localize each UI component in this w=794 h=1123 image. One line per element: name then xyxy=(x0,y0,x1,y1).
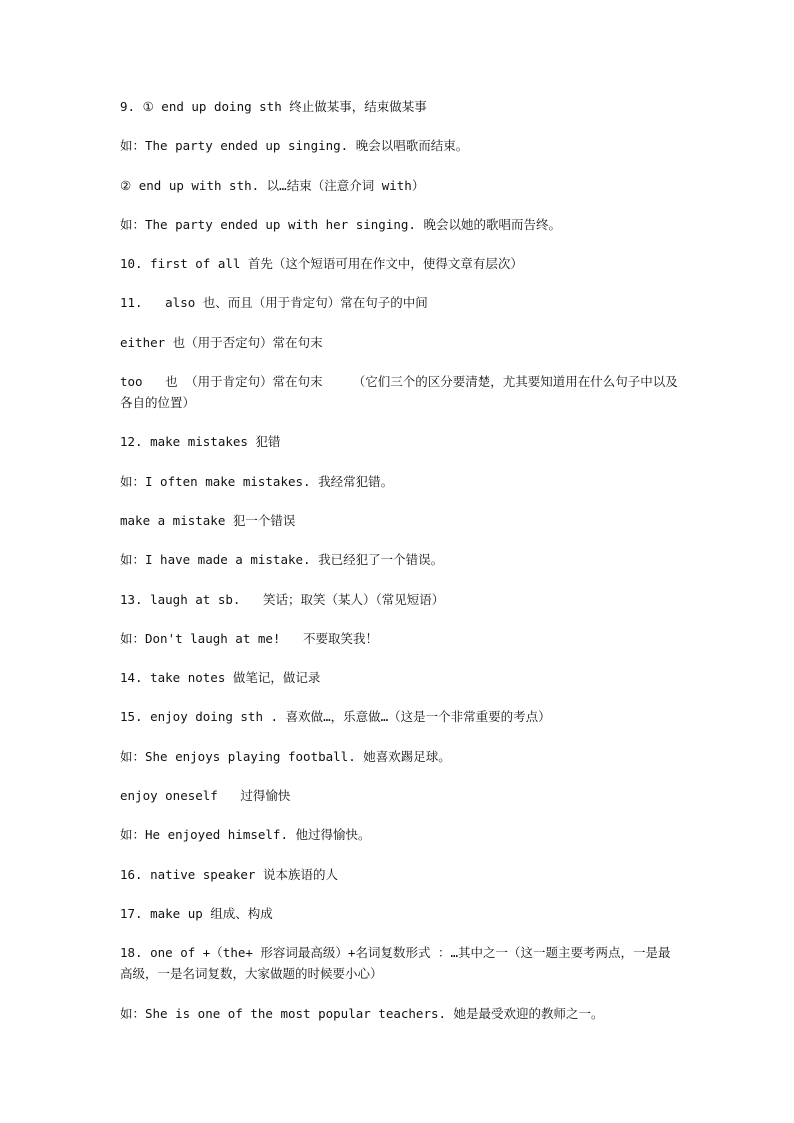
text-line: 18. one of +（the+ 形容词最高级）+名词复数形式 ：…其中之一（这一题主要考两点，一是最高级，一是名词复数，大家做题的时候要小心） xyxy=(120,945,671,982)
text-line: 13. laugh at sb. 笑话；取笑（某人）（常见短语） xyxy=(120,591,445,607)
text-line: 如：She is one of the most popular teachers. 她是最受欢迎的教师之一。 xyxy=(120,1005,604,1021)
text-line: 如：I often make mistakes. 我经常犯错。 xyxy=(120,473,394,489)
text-line: 14. take notes 做笔记，做记录 xyxy=(120,670,321,686)
text-line: 11. also 也、而且（用于肯定句）常在句子的中间 xyxy=(120,295,428,311)
text-line: 12. make mistakes 犯错 xyxy=(120,434,281,450)
text-line: make a mistake 犯一个错误 xyxy=(120,512,296,528)
text-line: 如：She enjoys playing football. 她喜欢踢足球。 xyxy=(120,748,451,764)
text-line: 如：Don't laugh at me! 不要取笑我！ xyxy=(120,630,379,646)
text-line: too 也 （用于肯定句）常在句末 （它们三个的区分要清楚，尤其要知道用在什么句子中以及各自的位置） xyxy=(120,374,678,411)
document-body xyxy=(120,96,680,1042)
text-line: 17. make up 组成、构成 xyxy=(120,905,273,921)
text-line: ② end up with sth. 以…结束（注意介词 with） xyxy=(120,177,425,193)
text-line: 15. enjoy doing sth . 喜欢做…，乐意做…（这是一个非常重要的考点） xyxy=(120,709,551,725)
text-line: either 也（用于否定句）常在句末 xyxy=(120,334,323,350)
text-line: 10. first of all 首先（这个短语可用在作文中，使得文章有层次） xyxy=(120,256,523,272)
text-line: 如：I have made a mistake. 我已经犯了一个错误。 xyxy=(120,552,444,568)
text-line: 16. native speaker 说本族语的人 xyxy=(120,866,338,882)
text-line: 如：The party ended up singing. 晚会以唱歌而结束。 xyxy=(120,138,469,154)
text-line: 9. ① end up doing sth 终止做某事，结束做某事 xyxy=(120,99,427,114)
text-line: 如：He enjoyed himself. 他过得愉快。 xyxy=(120,827,371,843)
text-line: 如：The party ended up with her singing. 晚会以她的歌唱而告终。 xyxy=(120,216,561,232)
text-line: enjoy oneself 过得愉快 xyxy=(120,788,291,804)
